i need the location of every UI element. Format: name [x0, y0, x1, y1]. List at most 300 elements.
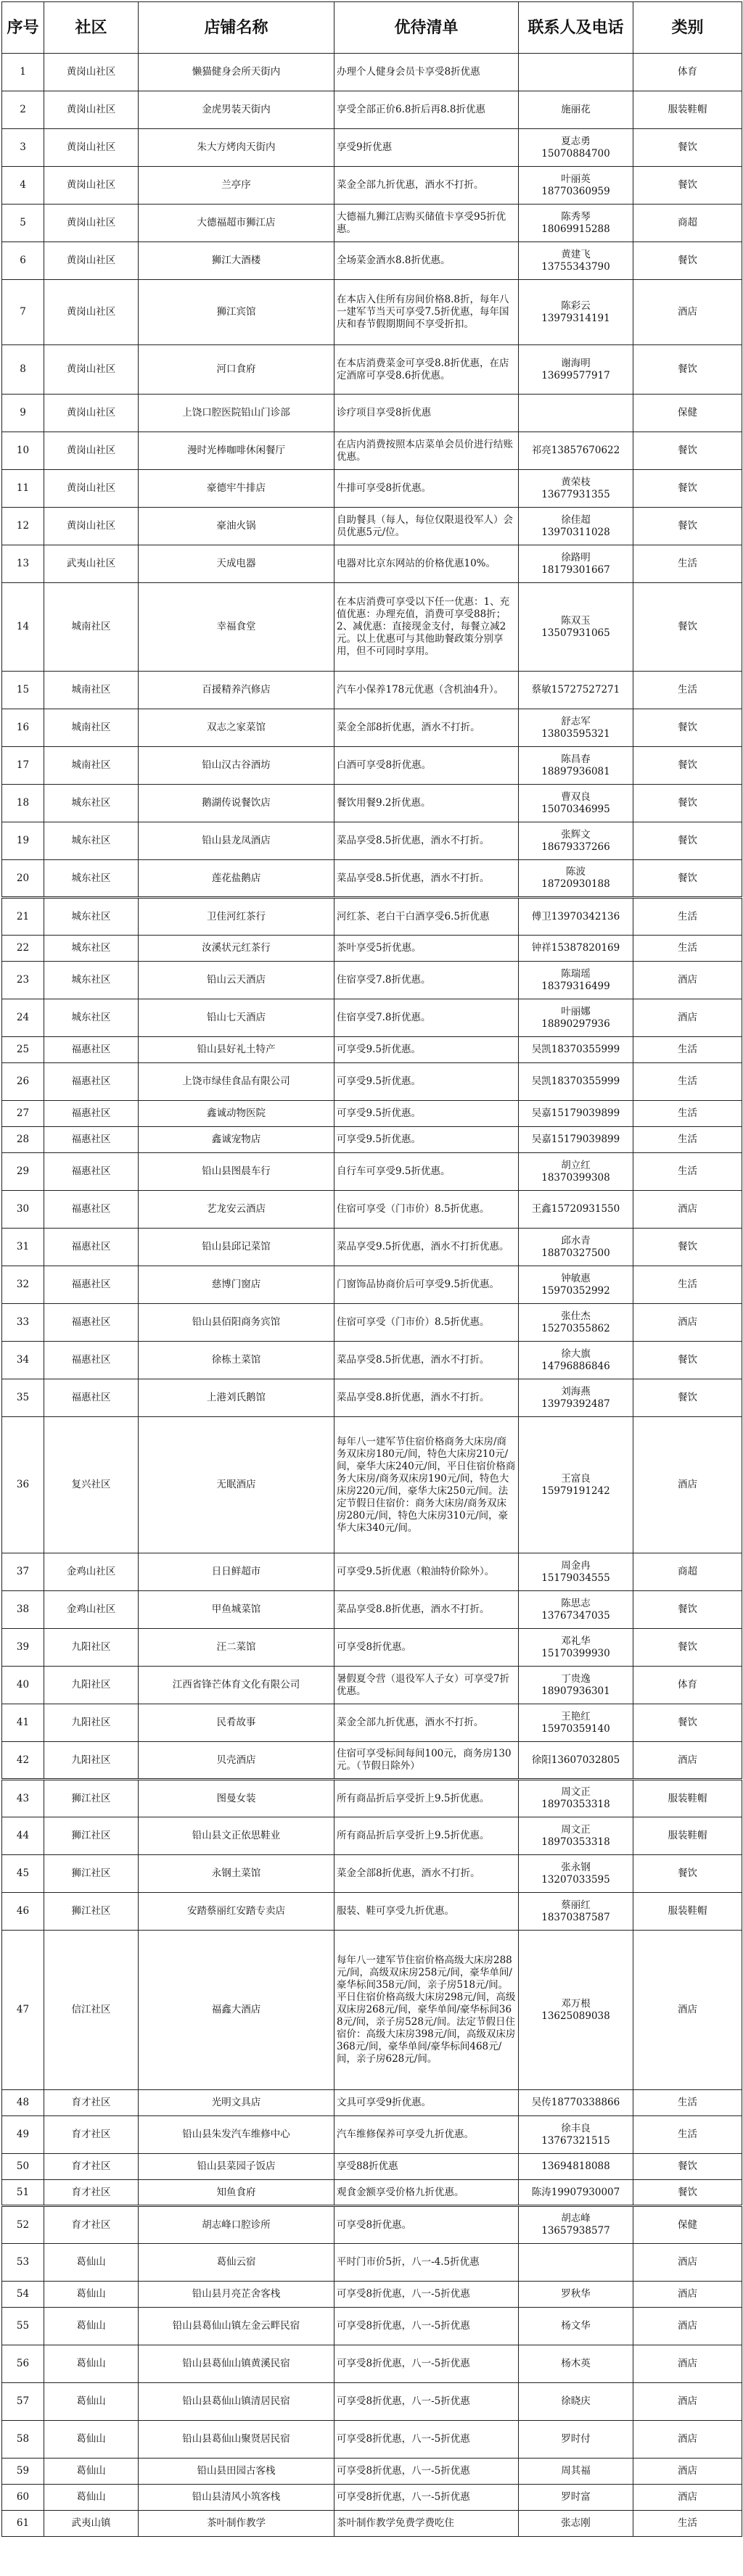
- row-shop-name: 卫佳河红茶行: [139, 898, 334, 936]
- row-category: 餐饮: [633, 432, 742, 470]
- row-community: 福惠社区: [44, 1379, 139, 1417]
- row-category: 餐饮: [633, 860, 742, 898]
- row-community: 城南社区: [44, 672, 139, 709]
- row-category: 生活: [633, 1266, 742, 1304]
- row-offer: 菜品享受8.8折优惠，酒水不打折。: [334, 1591, 519, 1629]
- row-shop-name: 铅山县葛仙山镇黄溪民宿: [139, 2345, 334, 2383]
- row-category: 服装鞋帽: [633, 1817, 742, 1855]
- row-community: 信江社区: [44, 1931, 139, 2090]
- row-community: 黄岗山社区: [44, 205, 139, 242]
- table-row: [2, 2459, 742, 2485]
- row-shop-name: 徐栋土菜馆: [139, 1342, 334, 1379]
- row-shop-name: 铅山县葛仙山镇左金云畔民宿: [139, 2308, 334, 2345]
- row-shop-name: 艺龙安云酒店: [139, 1191, 334, 1229]
- row-shop-name: 铅山县邱记菜馆: [139, 1229, 334, 1266]
- row-community: 九阳社区: [44, 1667, 139, 1704]
- row-community: 福惠社区: [44, 1229, 139, 1266]
- row-community: 葛仙山: [44, 2383, 139, 2421]
- row-contact: 张志刚: [519, 2511, 633, 2537]
- row-contact: 吴嘉15179039899: [519, 1101, 633, 1127]
- row-contact: 邓礼华 15170399930: [519, 1629, 633, 1667]
- row-community: 城南社区: [44, 747, 139, 785]
- row-shop-name: 民肴故事: [139, 1704, 334, 1742]
- row-shop-name: 铅山县葛仙山镇清居民宿: [139, 2383, 334, 2421]
- table-row: [2, 1063, 742, 1101]
- header-community: 社区: [44, 2, 139, 54]
- row-offer: 在店内消费按照本店菜单会员价进行结账优惠。: [334, 432, 519, 470]
- table-row: [2, 205, 742, 242]
- table-row: [2, 54, 742, 91]
- row-category: 酒店: [633, 2421, 742, 2459]
- row-shop-name: 慈博门窗店: [139, 1266, 334, 1304]
- row-shop-name: 上饶市绿佳食品有限公司: [139, 1063, 334, 1101]
- table-row: [2, 1629, 742, 1667]
- row-contact: 谢海明 13699577917: [519, 345, 633, 395]
- row-category: 酒店: [633, 999, 742, 1037]
- row-number: 49: [2, 2116, 44, 2154]
- table-row: [2, 822, 742, 860]
- row-shop-name: 铅山云天酒店: [139, 962, 334, 999]
- row-offer: 住宿享受7.8折优惠。: [334, 962, 519, 999]
- row-community: 武夷山社区: [44, 545, 139, 583]
- row-shop-name: 百援精养汽修店: [139, 672, 334, 709]
- row-offer: 河红茶、老白干白酒享受6.5折优惠: [334, 898, 519, 936]
- row-shop-name: 永钢土菜馆: [139, 1855, 334, 1893]
- row-community: 福惠社区: [44, 1037, 139, 1063]
- row-offer: 住宿可享受标间每间100元，商务房130元。（节假日除外）: [334, 1742, 519, 1780]
- table-row: [2, 1931, 742, 2090]
- row-offer: 每年八一建军节住宿价格商务大床房/商务双床房180元/间，特色大床房210元/间，豪华大床240元/间，平日住宿价格商务大床房/商务双床房190元/间，特色大床房220元/间，豪华大床250元/间。法定节假日住宿价：商务大床房/商务双床房280元/间，特色大床房310元/间，豪华大床340元/间。: [334, 1417, 519, 1553]
- header-category: 类别: [633, 2, 742, 54]
- row-contact: 陈秀琴 18069915288: [519, 205, 633, 242]
- row-offer: 菜品享受9.5折优惠，酒水不打折优惠。: [334, 1229, 519, 1266]
- row-offer: 菜品享受8.5折优惠，酒水不打折。: [334, 822, 519, 860]
- row-number: 48: [2, 2090, 44, 2116]
- row-contact: 邱水青 18870327500: [519, 1229, 633, 1266]
- row-contact: 叶丽英 18770360959: [519, 167, 633, 205]
- row-offer: 可享受8折优惠，八一-5折优惠: [334, 2383, 519, 2421]
- row-community: 黄岗山社区: [44, 395, 139, 432]
- header-no: 序号: [2, 2, 44, 54]
- row-category: 餐饮: [633, 1629, 742, 1667]
- row-category: 餐饮: [633, 1379, 742, 1417]
- row-offer: 服装、鞋可享受九折优惠。: [334, 1893, 519, 1931]
- row-category: 餐饮: [633, 1855, 742, 1893]
- table-row: [2, 2383, 742, 2421]
- row-shop-name: 狮江宾馆: [139, 280, 334, 345]
- row-category: 生活: [633, 1101, 742, 1127]
- row-offer: 菜品享受8.8折优惠，酒水不打折。: [334, 1379, 519, 1417]
- table-row: [2, 1742, 742, 1780]
- row-offer: 茶叶制作教学免费学费吃住: [334, 2511, 519, 2537]
- row-offer: 自行车可享受9.5折优惠。: [334, 1153, 519, 1191]
- row-community: 金鸡山社区: [44, 1591, 139, 1629]
- table-row: [2, 583, 742, 672]
- row-shop-name: 胡志峰口腔诊所: [139, 2206, 334, 2244]
- row-offer: 所有商品折后享受折上9.5折优惠。: [334, 1780, 519, 1817]
- row-number: 29: [2, 1153, 44, 1191]
- row-number: 10: [2, 432, 44, 470]
- row-offer: 白酒可享受8折优惠。: [334, 747, 519, 785]
- row-contact: 舒志军 13803595321: [519, 709, 633, 747]
- row-contact: 杨文华: [519, 2308, 633, 2345]
- row-contact: 陈思志 13767347035: [519, 1591, 633, 1629]
- row-number: 34: [2, 1342, 44, 1379]
- row-category: 餐饮: [633, 508, 742, 545]
- row-community: 黄岗山社区: [44, 508, 139, 545]
- table-header-row: [2, 2, 742, 54]
- row-contact: 周文正 18970353318: [519, 1817, 633, 1855]
- row-number: 25: [2, 1037, 44, 1063]
- row-category: 酒店: [633, 2383, 742, 2421]
- row-category: 酒店: [633, 1304, 742, 1342]
- row-contact: 王富良 15979191242: [519, 1417, 633, 1553]
- row-category: 生活: [633, 672, 742, 709]
- row-number: 33: [2, 1304, 44, 1342]
- row-shop-name: 金虎男装天街内: [139, 91, 334, 129]
- table-row: [2, 709, 742, 747]
- row-shop-name: 铅山县清风小筑客栈: [139, 2485, 334, 2511]
- row-community: 城南社区: [44, 583, 139, 672]
- row-contact: 罗秋华: [519, 2282, 633, 2308]
- table-row: [2, 2206, 742, 2244]
- row-shop-name: 铅山县佰阳商务宾馆: [139, 1304, 334, 1342]
- row-category: 生活: [633, 2116, 742, 2154]
- row-contact: 黄荣枝 13677931355: [519, 470, 633, 508]
- row-offer: 住宿可享受（门市价）8.5折优惠。: [334, 1191, 519, 1229]
- table-row: [2, 1667, 742, 1704]
- row-community: 黄岗山社区: [44, 242, 139, 280]
- row-shop-name: 铅山县葛仙山聚贤居民宿: [139, 2421, 334, 2459]
- row-category: 体育: [633, 1667, 742, 1704]
- row-offer: 可享受8折优惠，八一-5折优惠: [334, 2485, 519, 2511]
- row-category: 商超: [633, 1553, 742, 1591]
- row-shop-name: 鑫诚宠物店: [139, 1127, 334, 1153]
- row-category: 商超: [633, 205, 742, 242]
- row-community: 黄岗山社区: [44, 129, 139, 167]
- row-contact: 傅卫13970342136: [519, 898, 633, 936]
- row-contact: 丁贵逸 18907936301: [519, 1667, 633, 1704]
- row-contact: [519, 54, 633, 91]
- table-row: [2, 1342, 742, 1379]
- row-category: 酒店: [633, 1417, 742, 1553]
- row-offer: 可享受8折优惠，八一-5折优惠: [334, 2345, 519, 2383]
- row-contact: 罗时付: [519, 2421, 633, 2459]
- row-community: 黄岗山社区: [44, 345, 139, 395]
- row-number: 30: [2, 1191, 44, 1229]
- table-row: [2, 2116, 742, 2154]
- row-offer: 住宿可享受（门市价）8.5折优惠。: [334, 1304, 519, 1342]
- row-number: 59: [2, 2459, 44, 2485]
- row-category: 生活: [633, 898, 742, 936]
- row-contact: 吴传18770338866: [519, 2090, 633, 2116]
- row-contact: 13694818088: [519, 2154, 633, 2180]
- row-community: 育才社区: [44, 2090, 139, 2116]
- row-category: 酒店: [633, 1191, 742, 1229]
- row-number: 53: [2, 2244, 44, 2282]
- row-category: 酒店: [633, 280, 742, 345]
- table-row: [2, 508, 742, 545]
- row-contact: 徐大旗 14796886846: [519, 1342, 633, 1379]
- row-category: 餐饮: [633, 167, 742, 205]
- row-offer: 汽车维修保养可享受九折优惠。: [334, 2116, 519, 2154]
- row-community: 武夷山镇: [44, 2511, 139, 2537]
- row-number: 8: [2, 345, 44, 395]
- table-row: [2, 1417, 742, 1553]
- row-number: 41: [2, 1704, 44, 1742]
- row-number: 18: [2, 785, 44, 822]
- row-number: 26: [2, 1063, 44, 1101]
- table-row: [2, 2282, 742, 2308]
- row-offer: 牛排可享受8折优惠。: [334, 470, 519, 508]
- row-offer: 电器对比京东网站的价格优惠10%。: [334, 545, 519, 583]
- table-row: [2, 2180, 742, 2206]
- row-number: 24: [2, 999, 44, 1037]
- row-number: 36: [2, 1417, 44, 1553]
- row-category: 生活: [633, 545, 742, 583]
- row-category: 餐饮: [633, 785, 742, 822]
- row-offer: 住宿享受7.8折优惠。: [334, 999, 519, 1037]
- row-number: 52: [2, 2206, 44, 2244]
- row-shop-name: 鑫诚动物医院: [139, 1101, 334, 1127]
- table-row: [2, 470, 742, 508]
- row-contact: 张辉文 18679337266: [519, 822, 633, 860]
- row-number: 38: [2, 1591, 44, 1629]
- row-community: 福惠社区: [44, 1266, 139, 1304]
- row-contact: 曹双良 15070346995: [519, 785, 633, 822]
- table-row: [2, 1817, 742, 1855]
- row-offer: 可享受9.5折优惠。: [334, 1101, 519, 1127]
- row-category: 服装鞋帽: [633, 91, 742, 129]
- table-row: [2, 545, 742, 583]
- row-contact: [519, 395, 633, 432]
- row-number: 4: [2, 167, 44, 205]
- row-number: 7: [2, 280, 44, 345]
- row-shop-name: 铅山县田园古客栈: [139, 2459, 334, 2485]
- row-shop-name: 铅山七天酒店: [139, 999, 334, 1037]
- row-community: 黄岗山社区: [44, 91, 139, 129]
- row-number: 46: [2, 1893, 44, 1931]
- row-shop-name: 铅山县菜园子饭店: [139, 2154, 334, 2180]
- row-shop-name: 日日鲜超市: [139, 1553, 334, 1591]
- row-offer: 诊疗项目享受8折优惠: [334, 395, 519, 432]
- row-number: 50: [2, 2154, 44, 2180]
- row-contact: 钟敏惠 15970352992: [519, 1266, 633, 1304]
- row-number: 23: [2, 962, 44, 999]
- row-community: 葛仙山: [44, 2244, 139, 2282]
- row-community: 福惠社区: [44, 1153, 139, 1191]
- row-contact: 杨木英: [519, 2345, 633, 2383]
- table-row: [2, 999, 742, 1037]
- row-community: 黄岗山社区: [44, 54, 139, 91]
- row-category: 生活: [633, 1153, 742, 1191]
- row-offer: 文具可享受9折优惠。: [334, 2090, 519, 2116]
- row-shop-name: 漫时光棒咖啡休闲餐厅: [139, 432, 334, 470]
- row-community: 狮江社区: [44, 1855, 139, 1893]
- table-row: [2, 2511, 742, 2537]
- row-offer: 可享受8折优惠，八一-5折优惠: [334, 2459, 519, 2485]
- row-community: 黄岗山社区: [44, 432, 139, 470]
- row-contact: 陈涛19907930007: [519, 2180, 633, 2206]
- row-contact: 吴凯18370355999: [519, 1037, 633, 1063]
- row-category: 餐饮: [633, 2154, 742, 2180]
- table-row: [2, 1893, 742, 1931]
- row-shop-name: 河口食府: [139, 345, 334, 395]
- row-shop-name: 上饶口腔医院铅山门诊部: [139, 395, 334, 432]
- row-offer: 可享受8折优惠，八一-5折优惠: [334, 2282, 519, 2308]
- row-offer: 所有商品折后享受折上9.5折优惠。: [334, 1817, 519, 1855]
- row-community: 葛仙山: [44, 2282, 139, 2308]
- row-number: 61: [2, 2511, 44, 2537]
- table-row: [2, 1127, 742, 1153]
- row-shop-name: 光明文具店: [139, 2090, 334, 2116]
- row-offer: 汽车小保养178元优惠（含机油4升）。: [334, 672, 519, 709]
- row-contact: 徐阳13607032805: [519, 1742, 633, 1780]
- row-community: 金鸡山社区: [44, 1553, 139, 1591]
- row-number: 22: [2, 936, 44, 962]
- row-category: 餐饮: [633, 1591, 742, 1629]
- row-category: 生活: [633, 2090, 742, 2116]
- row-shop-name: 铅山县朱发汽车维修中心: [139, 2116, 334, 2154]
- row-shop-name: 铅山县文正依思鞋业: [139, 1817, 334, 1855]
- row-contact: 胡立红 18370399308: [519, 1153, 633, 1191]
- row-community: 育才社区: [44, 2116, 139, 2154]
- row-category: 生活: [633, 1063, 742, 1101]
- row-contact: 张永钢 13207033595: [519, 1855, 633, 1893]
- table-row: [2, 242, 742, 280]
- row-contact: 祁亮13857670622: [519, 432, 633, 470]
- row-shop-name: 朱大方烤肉天街内: [139, 129, 334, 167]
- row-shop-name: 鹅湖传说餐饮店: [139, 785, 334, 822]
- row-category: 体育: [633, 54, 742, 91]
- table-row: [2, 1704, 742, 1742]
- row-offer: 享受88折优惠: [334, 2154, 519, 2180]
- row-offer: 菜品享受8.5折优惠，酒水不打折。: [334, 860, 519, 898]
- row-category: 餐饮: [633, 583, 742, 672]
- row-offer: 可享受9.5折优惠。: [334, 1063, 519, 1101]
- row-community: 狮江社区: [44, 1893, 139, 1931]
- row-shop-name: 福鑫大酒店: [139, 1931, 334, 2090]
- row-category: 酒店: [633, 2308, 742, 2345]
- row-category: 餐饮: [633, 1342, 742, 1379]
- row-contact: 黄建飞 13755343790: [519, 242, 633, 280]
- row-category: 保健: [633, 2206, 742, 2244]
- row-number: 3: [2, 129, 44, 167]
- row-category: 餐饮: [633, 2180, 742, 2206]
- row-number: 6: [2, 242, 44, 280]
- row-number: 58: [2, 2421, 44, 2459]
- row-number: 13: [2, 545, 44, 583]
- row-number: 35: [2, 1379, 44, 1417]
- row-community: 狮江社区: [44, 1817, 139, 1855]
- table-row: [2, 785, 742, 822]
- row-number: 1: [2, 54, 44, 91]
- row-number: 27: [2, 1101, 44, 1127]
- row-community: 城东社区: [44, 898, 139, 936]
- row-contact: 施丽花: [519, 91, 633, 129]
- row-shop-name: 江西省锋芒体育文化有限公司: [139, 1667, 334, 1704]
- row-contact: 刘海燕 13979392487: [519, 1379, 633, 1417]
- row-offer: 办理个人健身会员卡享受8折优惠: [334, 54, 519, 91]
- table-row: [2, 936, 742, 962]
- table-row: [2, 91, 742, 129]
- row-offer: 可享受8折优惠。: [334, 2206, 519, 2244]
- table-row: [2, 167, 742, 205]
- row-offer: 享受9折优惠: [334, 129, 519, 167]
- row-category: 生活: [633, 1037, 742, 1063]
- row-shop-name: 铅山县好礼土特产: [139, 1037, 334, 1063]
- row-number: 14: [2, 583, 44, 672]
- row-shop-name: 贝壳酒店: [139, 1742, 334, 1780]
- row-offer: 全场菜金酒水8.8折优惠。: [334, 242, 519, 280]
- row-shop-name: 天成电器: [139, 545, 334, 583]
- row-contact: 周其福: [519, 2459, 633, 2485]
- row-contact: 钟祥15387820169: [519, 936, 633, 962]
- row-contact: 王艳红 15970359140: [519, 1704, 633, 1742]
- row-category: 服装鞋帽: [633, 1893, 742, 1931]
- row-category: 服装鞋帽: [633, 1780, 742, 1817]
- row-category: 酒店: [633, 2345, 742, 2383]
- row-contact: 吴凯18370355999: [519, 1063, 633, 1101]
- row-category: 餐饮: [633, 1229, 742, 1266]
- row-shop-name: 狮江大酒楼: [139, 242, 334, 280]
- table-row: [2, 747, 742, 785]
- table-row: [2, 395, 742, 432]
- row-contact: 吴嘉15179039899: [519, 1127, 633, 1153]
- row-offer: 茶叶享受5折优惠。: [334, 936, 519, 962]
- row-category: 餐饮: [633, 747, 742, 785]
- row-contact: 周金冉 15179034555: [519, 1553, 633, 1591]
- row-community: 九阳社区: [44, 1704, 139, 1742]
- row-offer: 可享受8折优惠，八一-5折优惠: [334, 2421, 519, 2459]
- row-community: 葛仙山: [44, 2485, 139, 2511]
- row-number: 5: [2, 205, 44, 242]
- row-offer: 大德福九狮江店购买储值卡享受95折优惠。: [334, 205, 519, 242]
- row-offer: 门窗饰品协商价后可享受9.5折优惠。: [334, 1266, 519, 1304]
- table-row: [2, 2485, 742, 2511]
- row-offer: 暑假夏令营（退役军人子女）可享受7折优惠。: [334, 1667, 519, 1704]
- row-shop-name: 豪德牢牛排店: [139, 470, 334, 508]
- row-community: 复兴社区: [44, 1417, 139, 1553]
- row-number: 11: [2, 470, 44, 508]
- row-contact: 徐佳超 13970311028: [519, 508, 633, 545]
- row-category: 保健: [633, 395, 742, 432]
- row-offer: 可享受8折优惠。: [334, 1629, 519, 1667]
- row-shop-name: 知鱼食府: [139, 2180, 334, 2206]
- row-community: 葛仙山: [44, 2308, 139, 2345]
- row-contact: [519, 2244, 633, 2282]
- row-shop-name: 铅山县月亮芷舍客栈: [139, 2282, 334, 2308]
- row-shop-name: 汪二菜馆: [139, 1629, 334, 1667]
- row-category: 餐饮: [633, 129, 742, 167]
- row-shop-name: 甲鱼城菜馆: [139, 1591, 334, 1629]
- row-shop-name: 幸福食堂: [139, 583, 334, 672]
- row-shop-name: 双志之家菜馆: [139, 709, 334, 747]
- row-number: 57: [2, 2383, 44, 2421]
- row-number: 55: [2, 2308, 44, 2345]
- table-row: [2, 860, 742, 898]
- row-number: 47: [2, 1931, 44, 2090]
- table-row: [2, 2345, 742, 2383]
- row-community: 城东社区: [44, 860, 139, 898]
- row-category: 酒店: [633, 1742, 742, 1780]
- row-shop-name: 铅山县图晨车行: [139, 1153, 334, 1191]
- table-row: [2, 1553, 742, 1591]
- row-category: 酒店: [633, 2282, 742, 2308]
- row-number: 9: [2, 395, 44, 432]
- row-number: 45: [2, 1855, 44, 1893]
- row-category: 生活: [633, 1127, 742, 1153]
